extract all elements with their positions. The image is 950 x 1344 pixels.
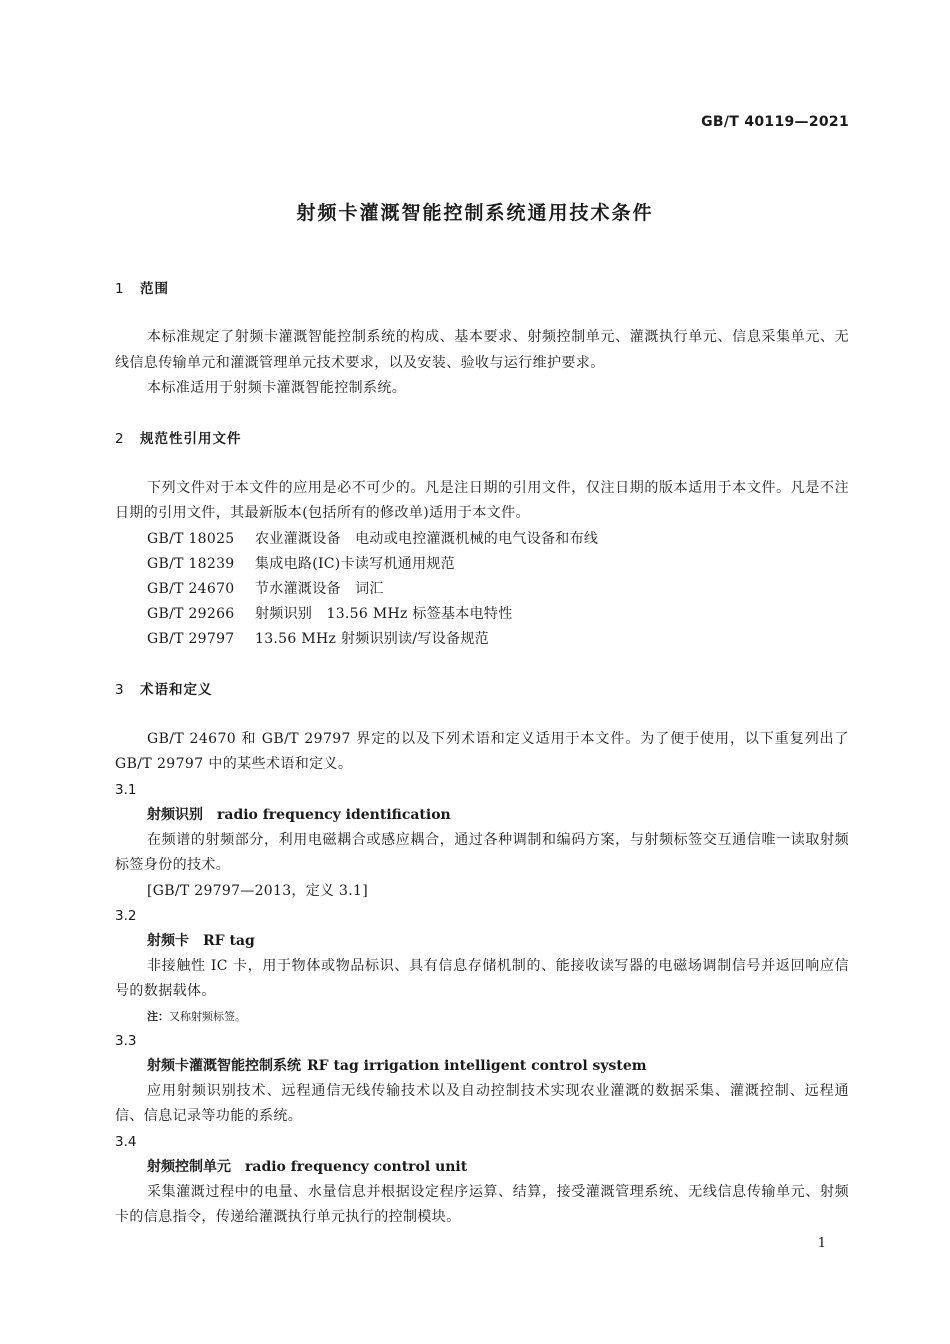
term-name-zh: 射频控制单元 <box>147 1158 231 1175</box>
reference-title: 射频识别 13.56 MHz 标签基本电特性 <box>255 605 513 622</box>
term-note <box>147 1005 849 1029</box>
term-name-en: radio frequency identification <box>217 806 451 823</box>
reference-item <box>147 527 849 552</box>
scope-paragraph-2: 本标准适用于射频卡灌溉智能控制系统。 <box>147 380 407 396</box>
reference-code: GB/T 29797 <box>147 630 235 647</box>
term-number: 3.3 <box>115 1032 137 1049</box>
term-name-en: radio frequency control unit <box>245 1158 468 1175</box>
reference-item <box>147 627 849 652</box>
term-name <box>147 1054 849 1079</box>
reference-code: GB/T 18025 <box>147 530 235 547</box>
section-number: 1 <box>115 281 125 297</box>
reference-code: GB/T 24670 <box>147 580 235 597</box>
term-number: 3.1 <box>115 781 137 798</box>
term-name-zh: 射频卡灌溉智能控制系统 <box>147 1057 301 1074</box>
term-definition: 在频谱的射频部分，利用电磁耦合或感应耦合，通过各种调制和编码方案，与射频标签交互通信唯一读取射频标签身份的技术。 <box>115 831 849 873</box>
term-definition: 应用射频识别技术、远程通信无线传输技术以及自动控制技术实现农业灌溉的数据采集、灌溉控制、远程通信、信息记录等功能的系统。 <box>115 1082 849 1124</box>
reference-item <box>147 577 849 602</box>
standard-number: GB/T 40119—2021 <box>701 114 849 130</box>
reference-title: 农业灌溉设备 电动或电控灌溉机械的电气设备和布线 <box>255 530 599 547</box>
section-heading-normative-references <box>115 427 849 451</box>
term-name <box>147 803 849 828</box>
section-heading-scope <box>115 277 849 301</box>
reference-item <box>147 552 849 577</box>
term-number: 3.2 <box>115 907 137 924</box>
section-heading-terms <box>115 678 849 702</box>
section-number: 2 <box>115 430 125 447</box>
page-number: 1 <box>817 1236 826 1251</box>
term-source: [GB/T 29797—2013，定义 3.1] <box>147 882 368 899</box>
reference-item <box>147 602 849 627</box>
section-title: 规范性引用文件 <box>140 430 242 447</box>
reference-code: GB/T 29266 <box>147 605 235 622</box>
term-definition: 非接触性 IC 卡，用于物体或物品标识、具有信息存储机制的、能接收读写器的电磁场调制信号并返回响应信号的数据载体。 <box>115 957 849 999</box>
reference-title: 集成电路(IC)卡读写机通用规范 <box>255 555 455 572</box>
term-name <box>147 1155 849 1180</box>
section-title: 术语和定义 <box>140 681 213 698</box>
term-name-en: RF tag <box>203 932 255 949</box>
note-label: 注： <box>147 1009 169 1023</box>
term-number: 3.4 <box>115 1133 137 1150</box>
term-definition: 采集灌溉过程中的电量、水量信息并根据设定程序运算、结算，接受灌溉管理系统、无线信息传输单元、射频卡的信息指令，传递给灌溉执行单元执行的控制模块。 <box>115 1183 849 1225</box>
term-name-zh: 射频卡 <box>147 932 189 949</box>
note-text: 又称射频标签。 <box>169 1009 246 1023</box>
references-intro: 下列文件对于本文件的应用是必不可少的。凡是注日期的引用文件，仅注日期的版本适用于本文件。凡是不注日期的引用文件，其最新版本(包括所有的修改单)适用于本文件。 <box>115 479 849 521</box>
term-name <box>147 929 849 954</box>
reference-code: GB/T 18239 <box>147 555 235 572</box>
reference-title: 13.56 MHz 射频识别读/写设备规范 <box>255 630 489 647</box>
section-number: 3 <box>115 681 125 698</box>
document-body <box>115 277 849 1231</box>
reference-title: 节水灌溉设备 词汇 <box>255 580 384 597</box>
terms-intro: GB/T 24670 和 GB/T 29797 界定的以及下列术语和定义适用于本文件。为了便于使用，以下重复列出了 GB/T 29797 中的某些术语和定义。 <box>115 730 849 772</box>
section-title: 范围 <box>140 281 169 297</box>
term-name-zh: 射频识别 <box>147 806 203 823</box>
document-title: 射频卡灌溉智能控制系统通用技术条件 <box>296 202 654 224</box>
scope-paragraph-1: 本标准规定了射频卡灌溉智能控制系统的构成、基本要求、射频控制单元、灌溉执行单元、信息采集单元、无线信息传输单元和灌溉管理单元技术要求，以及安装、验收与运行维护要求。 <box>115 329 849 371</box>
term-name-en: RF tag irrigation intelligent control system <box>307 1057 647 1074</box>
